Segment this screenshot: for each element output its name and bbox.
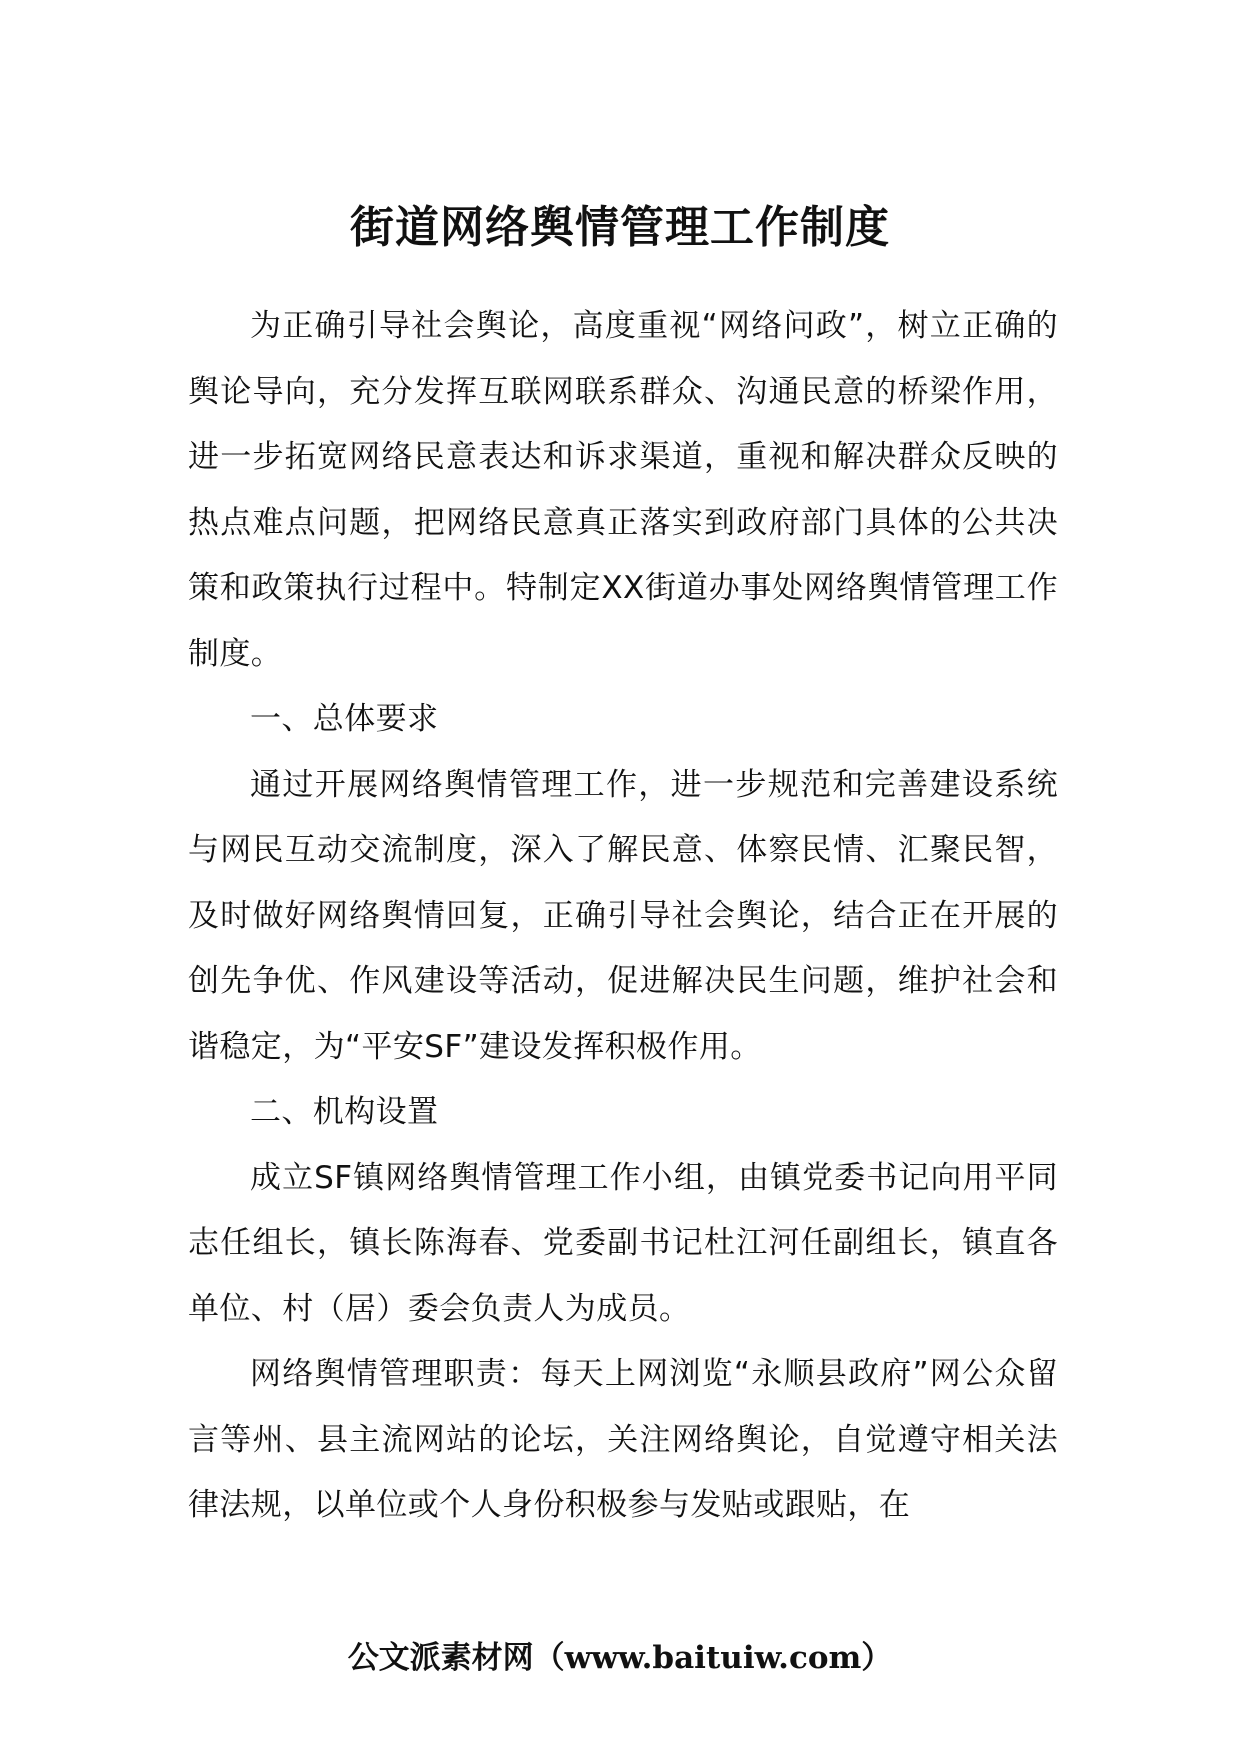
footer-source: 公文派素材网（www.baituiw.com） (347, 1640, 893, 1676)
document-body (188, 294, 1058, 1539)
paragraph-organization: 成立SF镇网络舆情管理工作小组，由镇党委书记向用平同志任组长，镇长陈海春、党委副书记杜江河任副组长，镇直各单位、村（居）委会负责人为成员。 (188, 1159, 1058, 1327)
paragraph-duties: 网络舆情管理职责：每天上网浏览“永顺县政府”网公众留言等州、县主流网站的论坛，关注网络舆论，自觉遵守相关法律法规，以单位或个人身份积极参与发贴或跟贴，在 (188, 1356, 1058, 1523)
document-title: 街道网络舆情管理工作制度 (350, 202, 890, 253)
section-heading-organization: 二、机构设置 (250, 1094, 439, 1130)
paragraph-intro: 为正确引导社会舆论，高度重视“网络问政”，树立正确的舆论导向，充分发挥互联网联系群众、沟通民意的桥梁作用，进一步拓宽网络民意表达和诉求渠道，重视和解决群众反映的热点难点问题，把网络民意真正落实到政府部门具体的公共决策和政策执行过程中。特制定XX街道办事处网络舆情管理工作制度。 (188, 308, 1058, 672)
section-heading-general-requirements: 一、总体要求 (250, 701, 439, 737)
paragraph-general-requirements: 通过开展网络舆情管理工作，进一步规范和完善建设系统与网民互动交流制度，深入了解民意、体察民情、汇聚民智，及时做好网络舆情回复，正确引导社会舆论，结合正在开展的创先争优、作风建设等活动，促进解决民生问题，维护社会和谐稳定，为“平安SF”建设发挥积极作用。 (188, 766, 1058, 1065)
